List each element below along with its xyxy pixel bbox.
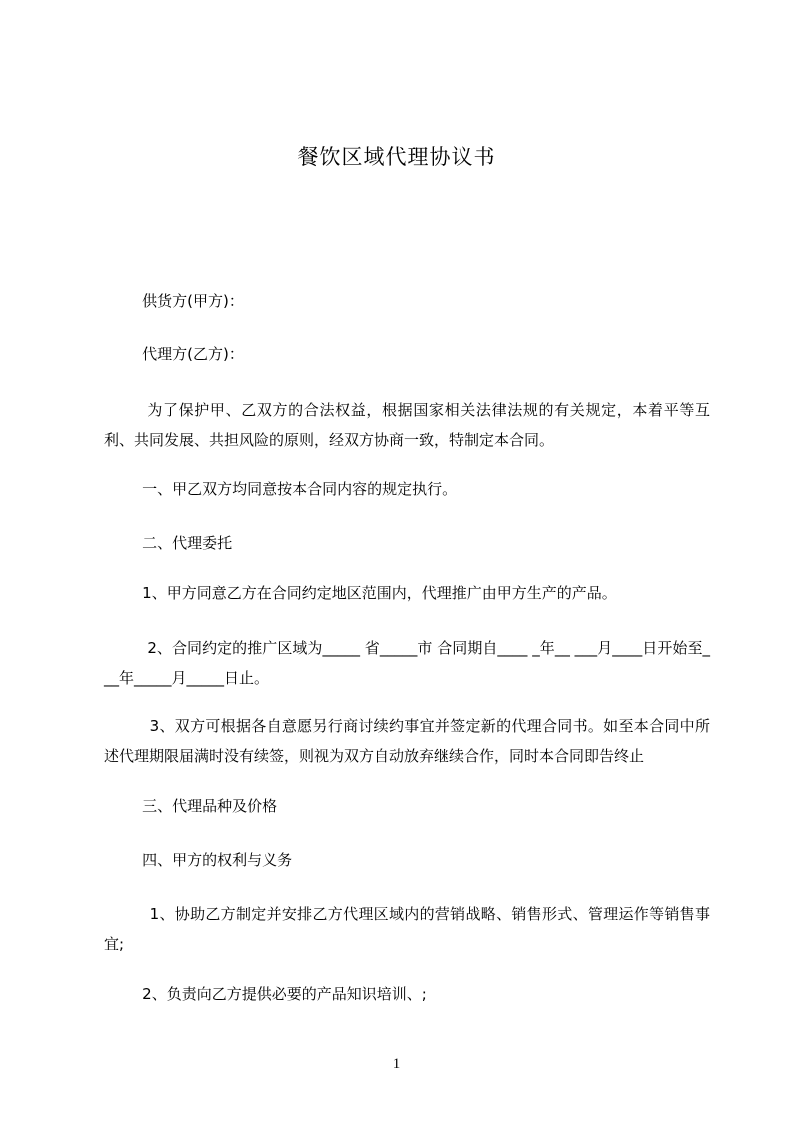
intro-paragraph: 为了保护甲、乙双方的合法权益，根据国家相关法律法规的有关规定，本着平等互利、共同发展、共担风险的原则，经双方协商一致，特制定本合同。: [104, 401, 710, 449]
clause-2-item-2: 2、合同约定的推广区域为_____ 省_____市 合同期自____ _年__ ___月____日开始至_ __年_____月_____日止。: [104, 639, 715, 687]
clause-1: 一、甲乙双方均同意按本合同内容的规定执行。: [104, 480, 458, 498]
document-title: 餐饮区域代理协议书: [297, 145, 496, 169]
supplier-label: 供货方(甲方)：: [104, 292, 244, 310]
clause-2-item-1: 1、甲方同意乙方在合同约定地区范围内，代理推广由甲方生产的产品。: [104, 584, 617, 602]
clause-3-heading: 三、代理品种及价格: [104, 797, 278, 815]
clause-4-heading: 四、甲方的权利与义务: [104, 851, 293, 869]
clause-4-item-1: 1、协助乙方制定并安排乙方代理区域内的营销战略、销售形式、管理运作等销售事宜;: [104, 905, 710, 953]
clause-2-heading: 二、代理委托: [104, 534, 233, 552]
clause-2-item-3: 3、双方可根据各自意愿另行商讨续约事宜并签定新的代理合同书。如至本合同中所述代理期限届满时没有续签，则视为双方自动放弃继续合作，同时本合同即告终止: [104, 717, 710, 765]
clause-4-item-2: 2、负责向乙方提供必要的产品知识培训、;: [104, 985, 427, 1003]
agent-label: 代理方(乙方)：: [104, 345, 244, 363]
page-number: 1: [392, 1056, 401, 1072]
